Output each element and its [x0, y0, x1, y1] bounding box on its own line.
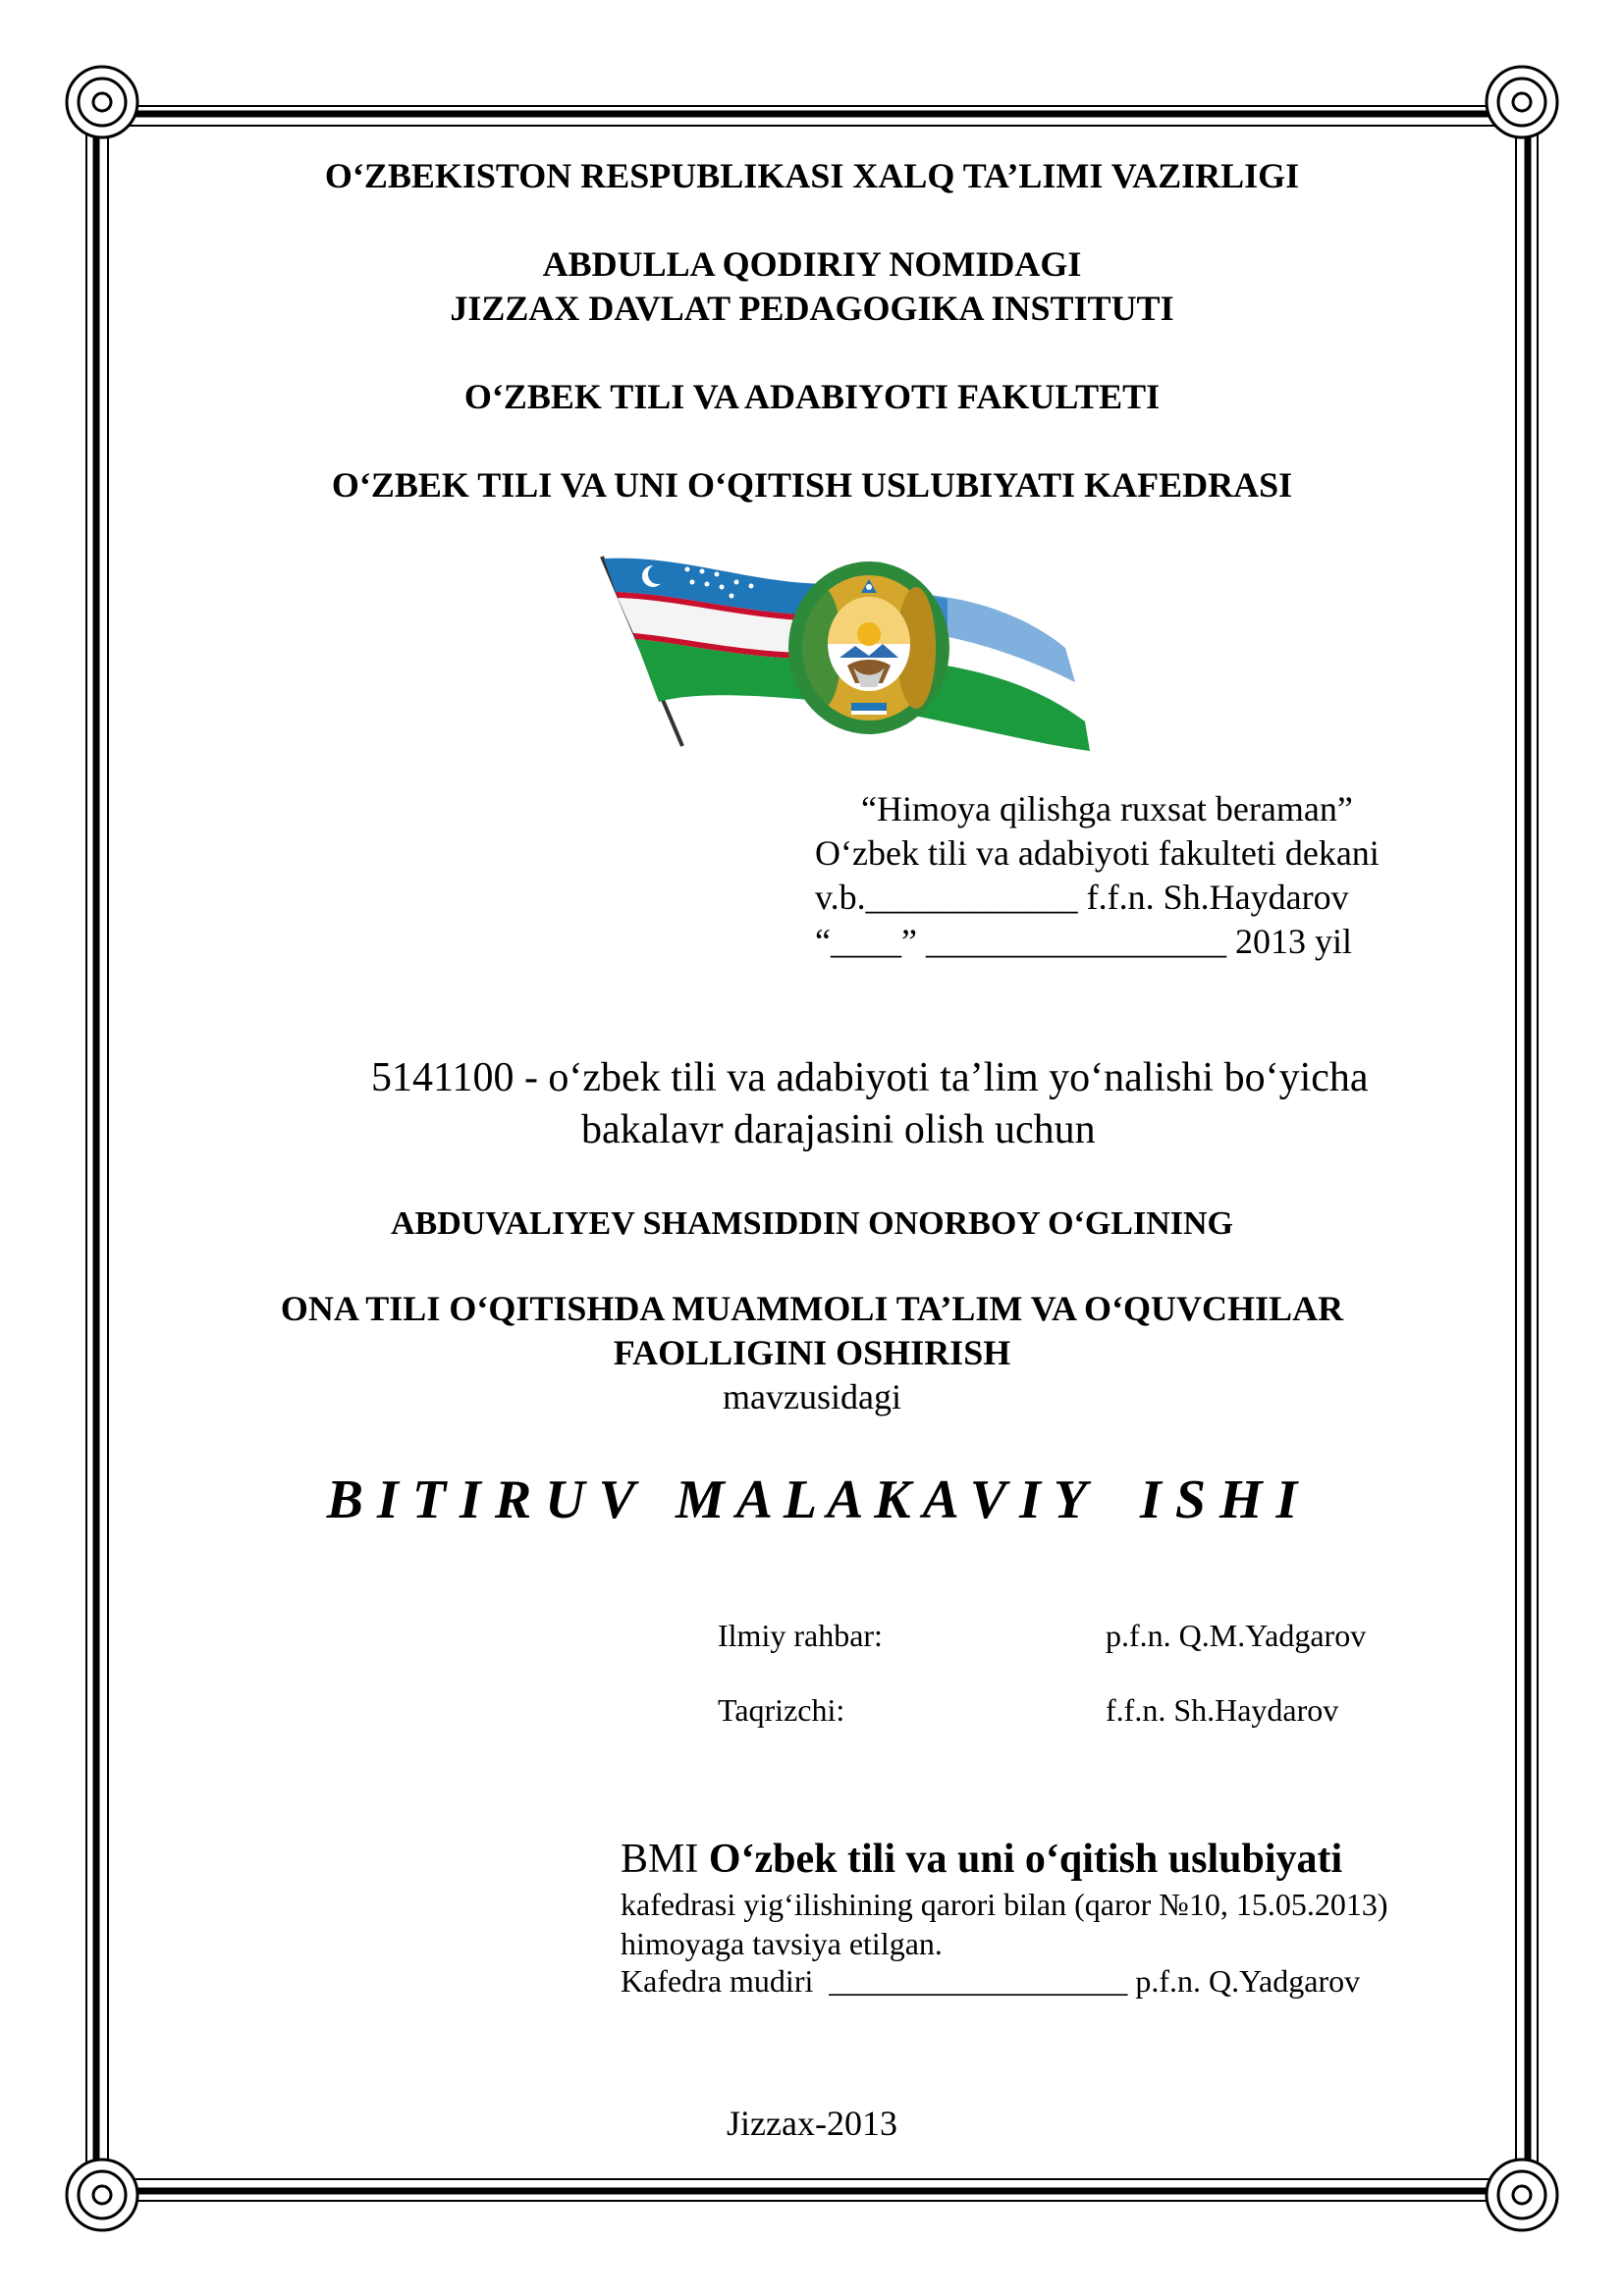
ministry-title: O‘ZBEKISTON RESPUBLIKASI XALQ TA’LIMI VAZIRLIGI	[324, 156, 1300, 195]
reviewer-name: f.f.n. Sh.Haydarov	[1106, 1692, 1339, 1728]
advisor-name: p.f.n. Q.M.Yadgarov	[1106, 1618, 1367, 1653]
work-title: B I T I R U V M A L A K A V I Y I S H I	[326, 1469, 1298, 1530]
topic-suffix: mavzusidagi	[723, 1377, 901, 1416]
recommendation-prefix: BMI	[621, 1837, 709, 1882]
approval-line4: “____” _________________ 2013 yil	[815, 922, 1352, 961]
degree-line2: bakalavr darajasini olish uchun	[581, 1107, 1096, 1152]
degree-line1: 5141100 - o‘zbek tili va adabiyoti ta’lim yo‘nalishi bo‘yicha	[371, 1055, 1369, 1100]
author-name: ABDUVALIYEV SHAMSIDDIN ONORBOY O‘GLINING	[390, 1205, 1233, 1242]
institute-name-line2: JIZZAX DAVLAT PEDAGOGIKA INSTITUTI	[450, 289, 1174, 328]
department-name: O‘ZBEK TILI VA UNI O‘QITISH USLUBIYATI KAFEDRASI	[331, 465, 1293, 505]
recommendation-line4: Kafedra mudiri ___________________ p.f.n. Q.Yadgarov	[621, 1963, 1361, 1999]
approval-line1: “Himoya qilishga ruxsat beraman”	[861, 789, 1353, 828]
advisor-label: Ilmiy rahbar:	[718, 1618, 883, 1653]
recommendation-department: O‘zbek tili va uni o‘qitish uslubiyati	[708, 1837, 1343, 1882]
recommendation-line2: kafedrasi yig‘ilishining qarori bilan (qaror №10, 15.05.2013)	[621, 1887, 1388, 1922]
topic-line1: ONA TILI O‘QITISHDA MUAMMOLI TA’LIM VA O‘QUVCHILAR	[280, 1289, 1344, 1328]
reviewer-label: Taqrizchi:	[718, 1692, 845, 1728]
place-and-year: Jizzax-2013	[727, 2104, 897, 2143]
recommendation-line1	[621, 1836, 1342, 1883]
institute-name-line1: ABDULLA QODIRIY NOMIDAGI	[542, 244, 1082, 284]
faculty-name: O‘ZBEK TILI VA ADABIYOTI FAKULTETI	[463, 377, 1161, 416]
topic-line2: FAOLLIGINI OSHIRISH	[613, 1333, 1011, 1372]
approval-line3: v.b.____________ f.f.n. Sh.Haydarov	[815, 878, 1349, 917]
uzbekistan-flag-and-state-emblem-icon	[594, 555, 1114, 751]
recommendation-line3: himoyaga tavsiya etilgan.	[621, 1926, 943, 1961]
approval-line2: O‘zbek tili va adabiyoti fakulteti dekani	[815, 833, 1380, 873]
